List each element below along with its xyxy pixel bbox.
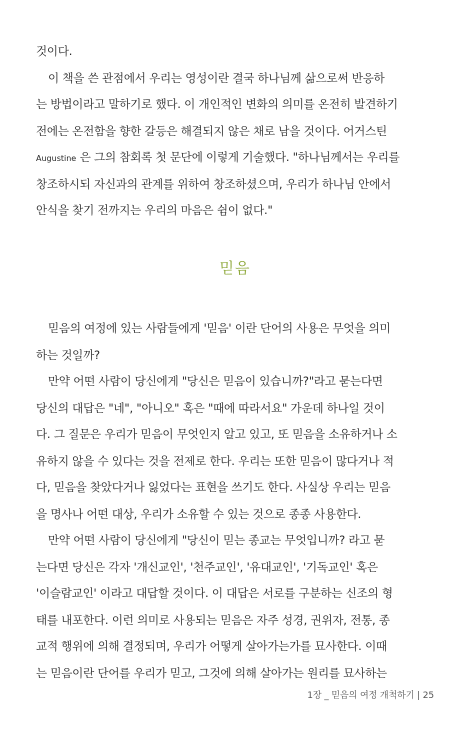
text-line: 창조하시되 자신과의 관계를 위하여 창조하셨으며, 우리가 하나님 안에서 — [36, 176, 391, 191]
text-line: 만약 어떤 사람이 당신에게 "당신이 믿는 종교는 무엇입니까? 라고 묻 — [48, 533, 385, 547]
top-paragraph — [36, 38, 438, 224]
footer-text: 1장 _ 믿음의 여정 개척하기 | 25 — [307, 691, 434, 701]
text-line: 이 책을 쓴 관점에서 우리는 영성이란 결국 하나님께 삶으로써 반응하 — [48, 70, 385, 85]
text-line: 전에는 온전함을 향한 갈등은 해결되지 않은 채로 남을 것이다. 어거스틴 — [36, 123, 387, 138]
body-paragraph-3 — [36, 527, 438, 686]
text-line: '이슬람교인' 이라고 대답할 것이다. 이 대답은 서로를 구분하는 신조의 형 — [36, 586, 393, 600]
text-line: 안식을 찾기 전까지는 우리의 마음은 쉼이 없다." — [36, 203, 273, 217]
text-line: 만약 어떤 사람이 당신에게 "당신은 믿음이 있습니까?"라고 묻는다면 — [48, 374, 383, 388]
body-paragraph-2 — [36, 368, 438, 527]
latin-name: Augustine — [36, 154, 77, 163]
text-line: 을 명사나 어떤 대상, 우리가 소유할 수 있는 것으로 종종 사용한다. — [36, 506, 362, 521]
text-line: 는 방법이라고 말하기로 했다. 이 개인적인 변화의 의미를 온전히 발견하기 — [36, 97, 398, 111]
text-line: 믿음의 여정에 있는 사람들에게 '믿음' 이란 단어의 사용은 무엇을 의미 — [48, 321, 391, 335]
text-line: 하는 것일까? — [36, 347, 100, 362]
section-heading: 믿음 — [219, 259, 251, 277]
text-line: 다. 그 질문은 우리가 믿음이 무엇인지 알고 있고, 또 믿음을 소유하거나 소 — [36, 427, 398, 441]
page-footer — [307, 688, 434, 701]
text-line-with-latin — [36, 144, 438, 171]
text-line: 다, 믿음을 찾았다거나 잃었다는 표현을 쓰기도 한다. 사실상 우리는 믿음 — [36, 480, 391, 494]
text-line: 교적 행위에 의해 결정되며, 우리가 어떻게 살아가는가를 묘사한다. 이때 — [36, 639, 387, 653]
body-paragraph-1 — [36, 315, 438, 368]
text-line: 당신의 대답은 "네", "아니오" 혹은 "때에 따라서요" 가운데 하나일 것이 — [36, 400, 385, 415]
text-line: 것이다. — [36, 44, 73, 58]
text-line: 는 믿음이란 단어를 우리가 믿고, 그것에 의해 살아가는 원리를 묘사하는 — [36, 665, 387, 680]
text-line-rest: 은 그의 참회록 첫 문단에 이렇게 기술했다. "하나님께서는 우리를 — [79, 150, 400, 164]
text-line: 유하지 않을 수 있다는 것을 전제로 한다. 우리는 또한 믿음이 많다거나 적 — [36, 453, 394, 468]
text-line: 는다면 당신은 각자 '개신교인', '천주교인', '유대교인', '기독교인' 혹은 — [36, 559, 378, 574]
text-line: 태를 내포한다. 이런 의미로 사용되는 믿음은 자주 성경, 권위자, 전통, 종 — [36, 612, 390, 627]
